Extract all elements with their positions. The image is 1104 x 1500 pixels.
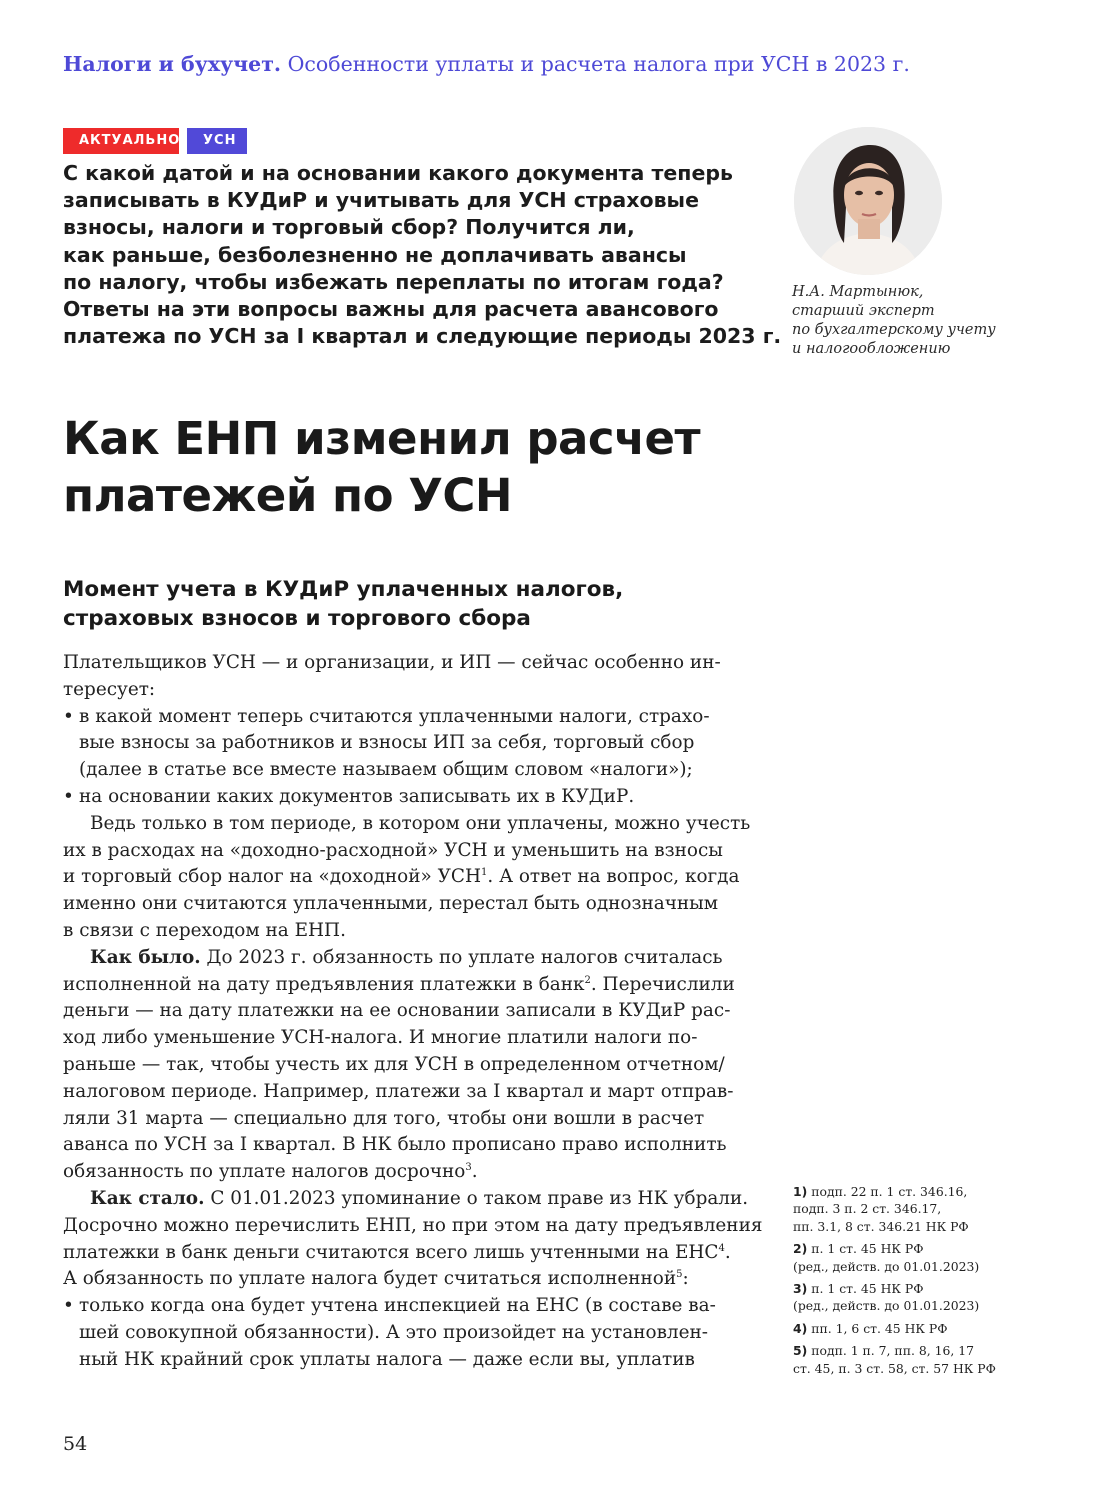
text-run: обязанность по уплате налогов досрочно bbox=[63, 1161, 466, 1183]
footnote-text: п. 1 ст. 45 НК РФ bbox=[807, 1241, 924, 1257]
footnote-text: п. 1 ст. 45 НК РФ bbox=[807, 1281, 924, 1297]
page-number: 54 bbox=[63, 1433, 88, 1455]
text-run: . Перечислили bbox=[590, 973, 735, 995]
footnote-ref[interactable]: 1 bbox=[481, 867, 488, 879]
body-line: деньги — на дату платежки на ее основании записали в КУДиР рас- bbox=[63, 1000, 731, 1022]
body-line: вые взносы за работников и взносы ИП за себя, торговый сбор bbox=[79, 732, 695, 754]
footnote-text: пп. 3.1, 8 ст. 346.21 НК РФ bbox=[793, 1218, 969, 1234]
footnote bbox=[793, 1342, 1033, 1377]
footnote bbox=[793, 1320, 1033, 1337]
text-run: исполненной на дату предъявления платежки в банк bbox=[63, 973, 585, 995]
body-line: в связи с переходом на ЕНП. bbox=[63, 919, 346, 941]
text-run: А обязанность по уплате налога будет считаться исполненной bbox=[63, 1268, 677, 1290]
body-line: ляли 31 марта — специально для того, чтобы они вошли в расчет bbox=[63, 1107, 705, 1129]
running-head bbox=[63, 52, 1063, 76]
tag-list bbox=[63, 128, 247, 154]
body-line: Плательщиков УСН — и организации, и ИП — сейчас особенно ин- bbox=[63, 652, 721, 673]
footnote-number: 3) bbox=[793, 1281, 808, 1297]
bullet-item: • только когда она будет учтена инспекцией на ЕНС (в составе ва- bbox=[63, 1293, 743, 1320]
text-run: . bbox=[471, 1161, 478, 1183]
body-line: Досрочно можно перечислить ЕНП, но при этом на дату предъявления bbox=[63, 1214, 763, 1236]
lead-line: взносы, налоги и торговый сбор? Получится ли, bbox=[63, 215, 635, 240]
tag-usn: УСН bbox=[187, 128, 247, 154]
text-run: До 2023 г. обязанность по уплате налогов считалась bbox=[200, 946, 723, 968]
footnote-text: подп. 22 п. 1 ст. 346.16, bbox=[807, 1184, 968, 1199]
footnotes bbox=[793, 1183, 1033, 1382]
footnote-number: 1) bbox=[793, 1184, 808, 1199]
body-line: (далее в статье все вместе называем общим словом «налоги»); bbox=[79, 759, 693, 781]
text-run: и торговый сбор налог на «доходной» УСН bbox=[63, 866, 482, 888]
text-run: : bbox=[682, 1268, 689, 1290]
footnote-ref[interactable]: 3 bbox=[465, 1162, 472, 1174]
bullet-item: • на основании каких документов записывать их в КУДиР. bbox=[63, 784, 743, 811]
body-line: их в расходах на «доходно-расходной» УСН и уменьшить на взносы bbox=[63, 839, 723, 861]
lead-line: Ответы на эти вопросы важны для расчета авансового bbox=[63, 297, 719, 322]
text-run: платежки в банк деньги считаются всего лишь учтенными на ЕНС bbox=[63, 1241, 719, 1263]
lead-line: платежа по УСН за I квартал и следующие периоды 2023 г. bbox=[63, 324, 782, 349]
section-subhead bbox=[63, 575, 763, 633]
lead-line: С какой датой и на основании какого документа теперь bbox=[63, 161, 733, 185]
footnote-number: 2) bbox=[793, 1241, 808, 1257]
article-title-line: Как ЕНП изменил расчет bbox=[63, 412, 701, 465]
subhead-line: страховых взносов и торгового сбора bbox=[63, 606, 531, 631]
body-line: именно они считаются уплаченными, перестал быть однозначным bbox=[63, 893, 719, 915]
body-line: аванса по УСН за I квартал. В НК было прописано право исполнить bbox=[63, 1134, 727, 1156]
body-line bbox=[63, 945, 743, 972]
footnote bbox=[793, 1183, 1033, 1235]
body-line: налоговом периоде. Например, платежи за I квартал и март отправ- bbox=[63, 1080, 734, 1102]
footnote-text: подп. 3 п. 2 ст. 346.17, bbox=[793, 1201, 942, 1217]
footnote-text: пп. 1, 6 ст. 45 НК РФ bbox=[807, 1320, 948, 1336]
footnote-ref[interactable]: 4 bbox=[718, 1242, 725, 1254]
footnote-ref[interactable]: 2 bbox=[584, 974, 591, 986]
footnote-text: ст. 45, п. 3 ст. 58, ст. 57 НК РФ bbox=[793, 1360, 996, 1376]
body-line bbox=[63, 972, 743, 999]
footnote bbox=[793, 1280, 1033, 1315]
was-label: Как было. bbox=[90, 946, 201, 968]
body-line bbox=[63, 1186, 749, 1213]
text-run: . А ответ на вопрос, когда bbox=[487, 866, 740, 888]
author-role-line: старший эксперт bbox=[792, 303, 935, 319]
body-line: шей совокупной обязанности). А это произойдет на установлен- bbox=[79, 1321, 708, 1343]
body-line bbox=[63, 1266, 743, 1293]
footnote-number: 4) bbox=[793, 1320, 808, 1336]
bullet-item: • в какой момент теперь считаются уплаченными налоги, страхо- bbox=[63, 704, 743, 731]
footnote-text: (ред., действ. до 01.01.2023) bbox=[793, 1258, 980, 1274]
tag-actual: АКТУАЛЬНО bbox=[63, 128, 179, 154]
footnote bbox=[793, 1240, 1033, 1275]
author-name: Н.А. Мартынюк, bbox=[792, 284, 924, 300]
body-line bbox=[63, 1159, 743, 1186]
body-line: тересует: bbox=[63, 678, 156, 700]
subhead-line: Момент учета в КУДиР уплаченных налогов, bbox=[63, 577, 624, 602]
running-head-title: Особенности уплаты и расчета налога при УСН в 2023 г. bbox=[287, 52, 910, 76]
article-body bbox=[63, 650, 763, 1374]
footnote-text: подп. 1 п. 7, пп. 8, 16, 17 bbox=[807, 1343, 975, 1359]
text-run: С 01.01.2023 упоминание о таком праве из НК убрали. bbox=[204, 1187, 749, 1209]
body-line: Ведь только в том периоде, в котором они уплачены, можно учесть bbox=[90, 812, 751, 834]
footnote-text: (ред., действ. до 01.01.2023) bbox=[793, 1298, 980, 1314]
body-line: ход либо уменьшение УСН-налога. И многие платили налоги по- bbox=[63, 1027, 698, 1049]
author-photo bbox=[794, 127, 942, 275]
body-line: ный НК крайний срок уплаты налога — даже если вы, уплатив bbox=[79, 1348, 695, 1370]
article-title-line: платежей по УСН bbox=[63, 469, 513, 522]
footnote-ref[interactable]: 5 bbox=[676, 1269, 683, 1281]
lead-paragraph bbox=[63, 160, 782, 350]
author-caption bbox=[792, 283, 1032, 359]
text-run: . bbox=[724, 1241, 731, 1263]
lead-line: по налогу, чтобы избежать переплаты по итогам года? bbox=[63, 269, 724, 294]
lead-line: как раньше, безболезненно не доплачивать авансы bbox=[63, 242, 687, 267]
footnote-number: 5) bbox=[793, 1343, 808, 1359]
article-title bbox=[63, 410, 783, 524]
body-line bbox=[63, 864, 743, 891]
body-line: раньше — так, чтобы учесть их для УСН в определенном отчетном/ bbox=[63, 1053, 725, 1075]
lead-line: записывать в КУДиР и учитывать для УСН страховые bbox=[63, 188, 699, 213]
now-label: Как стало. bbox=[90, 1187, 205, 1209]
author-role-line: по бухгалтерскому учету bbox=[792, 322, 996, 338]
author-role-line: и налогообложению bbox=[792, 341, 951, 357]
body-line bbox=[63, 1240, 743, 1267]
running-head-section: Налоги и бухучет. bbox=[63, 52, 282, 76]
author-portrait-illustration bbox=[794, 127, 942, 275]
